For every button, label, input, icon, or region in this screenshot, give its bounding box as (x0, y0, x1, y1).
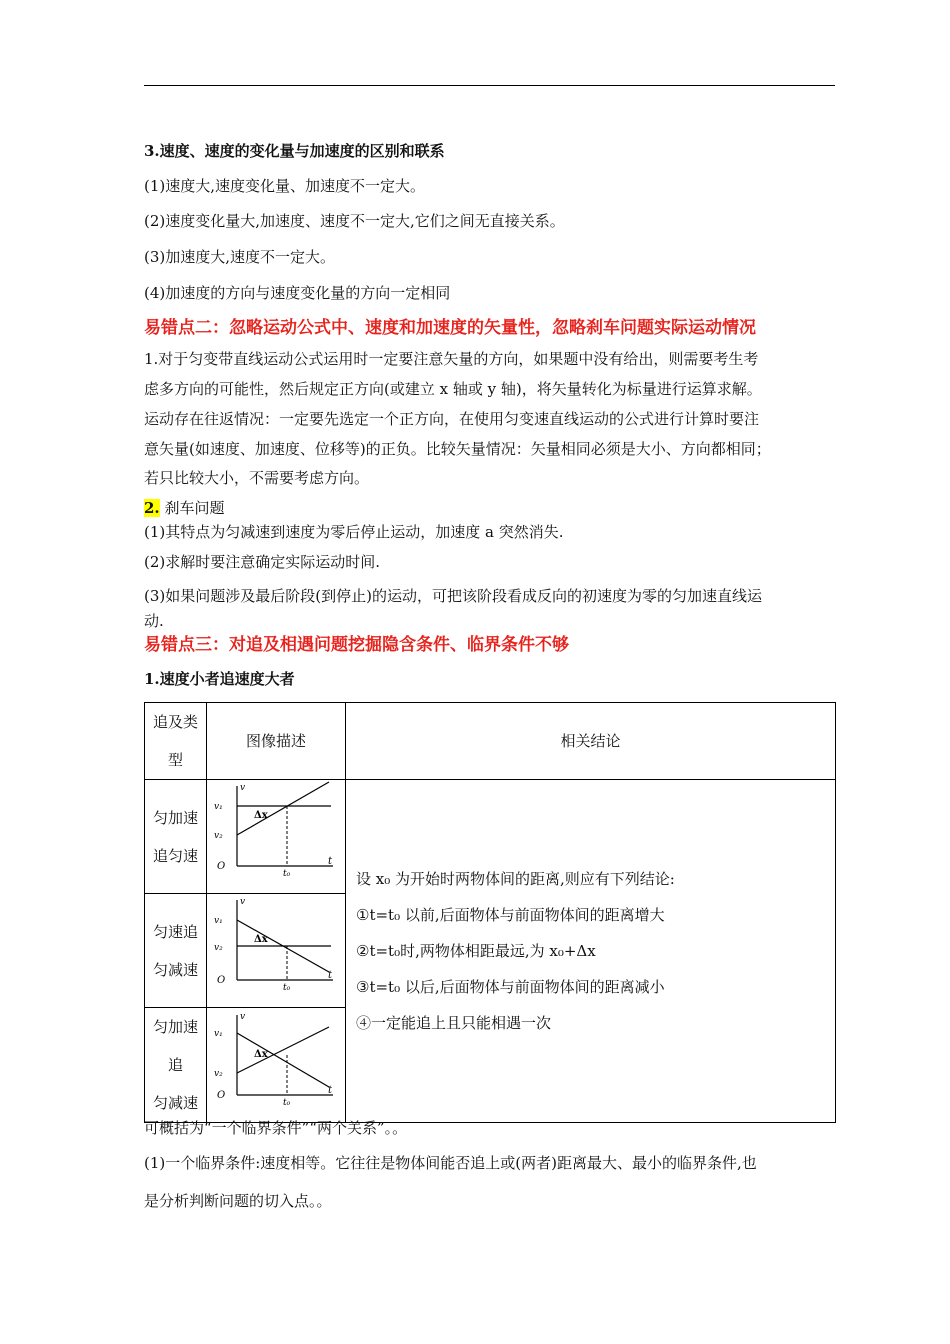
conclusion-item: ①t=t₀ 以前,后面物体与前面物体间的距离增大 (356, 906, 665, 924)
brake-item: (1)其特点为匀减速到速度为零后停止运动，加速度 a 突然消失. (144, 523, 564, 541)
v2-label: v₂ (214, 831, 223, 841)
v2-label: v₂ (214, 1068, 223, 1079)
error2-para-line: 运动存在往返情况：一定要先选定一个正方向，在使用匀变速直线运动的公式进行计算时要注 (144, 410, 760, 428)
section3-item: (4)加速度的方向与速度变化量的方向一定相同 (144, 284, 451, 302)
error2-para-line: 虑多方向的可能性，然后规定正方向(或建立 x 轴或 y 轴)，将矢量转化为标量进行运算求解。 (144, 380, 762, 398)
v2-label: v₂ (214, 943, 223, 953)
header-type: 追及类 型 (145, 703, 207, 780)
brake-item: 动. (144, 612, 164, 630)
error2-heading: 易错点二：忽略运动公式中、速度和加速度的矢量性，忽略刹车问题实际运动情况 (144, 318, 756, 338)
header-conclusion: 相关结论 (346, 703, 836, 780)
section3-item: (2)速度变化量大,加速度、速度不一定大,它们之间无直接关系。 (144, 212, 565, 230)
brake-item: (2)求解时要注意确定实际运动时间. (144, 553, 381, 571)
vt-graph-accel-vs-decel (211, 1009, 341, 1109)
section3-item: (1)速度大,速度变化量、加速度不一定大。 (144, 177, 426, 195)
conclusion-item: ④一定能追上且只能相遇一次 (356, 1014, 552, 1032)
v1-label: v₁ (214, 1028, 223, 1039)
conclusion-item: ②t=t₀时,两物体相距最远,为 x₀+Δx (356, 942, 596, 960)
t0-label: t₀ (283, 869, 291, 879)
row-type: 匀加速 追匀速 (145, 780, 207, 894)
point1-line: (1)一个临界条件:速度相等。它往往是物体间能否追上或(两者)距离最大、最小的临界条件,也 (144, 1154, 757, 1172)
conclusion-cell (346, 780, 836, 1123)
t0-label: t₀ (283, 983, 291, 993)
summary-text: 可概括为“一个临界条件”“两个关系”。。 (144, 1119, 408, 1137)
section3-item: (3)加速度大,速度不一定大。 (144, 248, 336, 266)
axis-v-label: v (240, 1011, 246, 1022)
error2-para-line: 若只比较大小，不需要考虑方向。 (144, 469, 370, 487)
graph-cell (207, 894, 346, 1008)
origin-label: O (217, 975, 226, 986)
axis-t-label: t (328, 856, 333, 867)
brake-title: 刹车问题 (164, 499, 225, 517)
vt-graph-accel-vs-const (211, 780, 341, 880)
dx-label: Δx (254, 1048, 268, 1060)
section3-title: 3.速度、速度的变化量与加速度的区别和联系 (144, 142, 445, 160)
origin-label: O (217, 861, 226, 872)
row-type: 匀加速 追 匀减速 (145, 1008, 207, 1123)
v1-label: v₁ (214, 802, 223, 812)
point1-line: 是分析判断问题的切入点。。 (144, 1192, 332, 1210)
dx-label: Δx (254, 810, 268, 821)
row-type: 匀速追 匀减速 (145, 894, 207, 1008)
t0-label: t₀ (283, 1097, 291, 1108)
accel-velocity-line (237, 782, 329, 835)
dx-label: Δx (254, 934, 268, 945)
chase-table (144, 702, 836, 1123)
accel-velocity-line (237, 1027, 329, 1073)
brake-item: (3)如果问题涉及最后阶段(到停止)的运动，可把该阶段看成反向的初速度为零的匀加速直线运 (144, 587, 762, 605)
graph-cell (207, 780, 346, 894)
graph-cell (207, 1008, 346, 1123)
error2-para-line: 意矢量(如速度、加速度、位移等)的正负。比较矢量情况：矢量相同必须是大小、方向都相同； (144, 440, 771, 458)
error2-para-line: 1.对于匀变带直线运动公式运用时一定要注意矢量的方向，如果题中没有给出，则需要考生考 (144, 350, 759, 368)
conclusion-intro: 设 x₀ 为开始时两物体间的距离,则应有下列结论: (356, 870, 675, 888)
axis-t-label: t (328, 1084, 333, 1096)
axis-v-label: v (240, 897, 246, 907)
header-rule (144, 85, 835, 86)
error3-heading: 易错点三：对追及相遇问题挖掘隐含条件、临界条件不够 (144, 635, 569, 655)
v1-label: v₁ (214, 916, 223, 926)
axis-v-label: v (240, 783, 246, 793)
vt-graph-const-vs-decel (211, 894, 341, 994)
brake-heading (144, 497, 224, 519)
origin-label: O (217, 1089, 226, 1101)
error3-subtitle: 1.速度小者追速度大者 (144, 670, 295, 688)
brake-number: 2. (144, 499, 160, 517)
axis-t-label: t (328, 970, 333, 981)
conclusion-item: ③t=t₀ 以后,后面物体与前面物体间的距离减小 (356, 978, 665, 996)
header-image: 图像描述 (207, 703, 346, 780)
decel-velocity-line (237, 1033, 329, 1087)
